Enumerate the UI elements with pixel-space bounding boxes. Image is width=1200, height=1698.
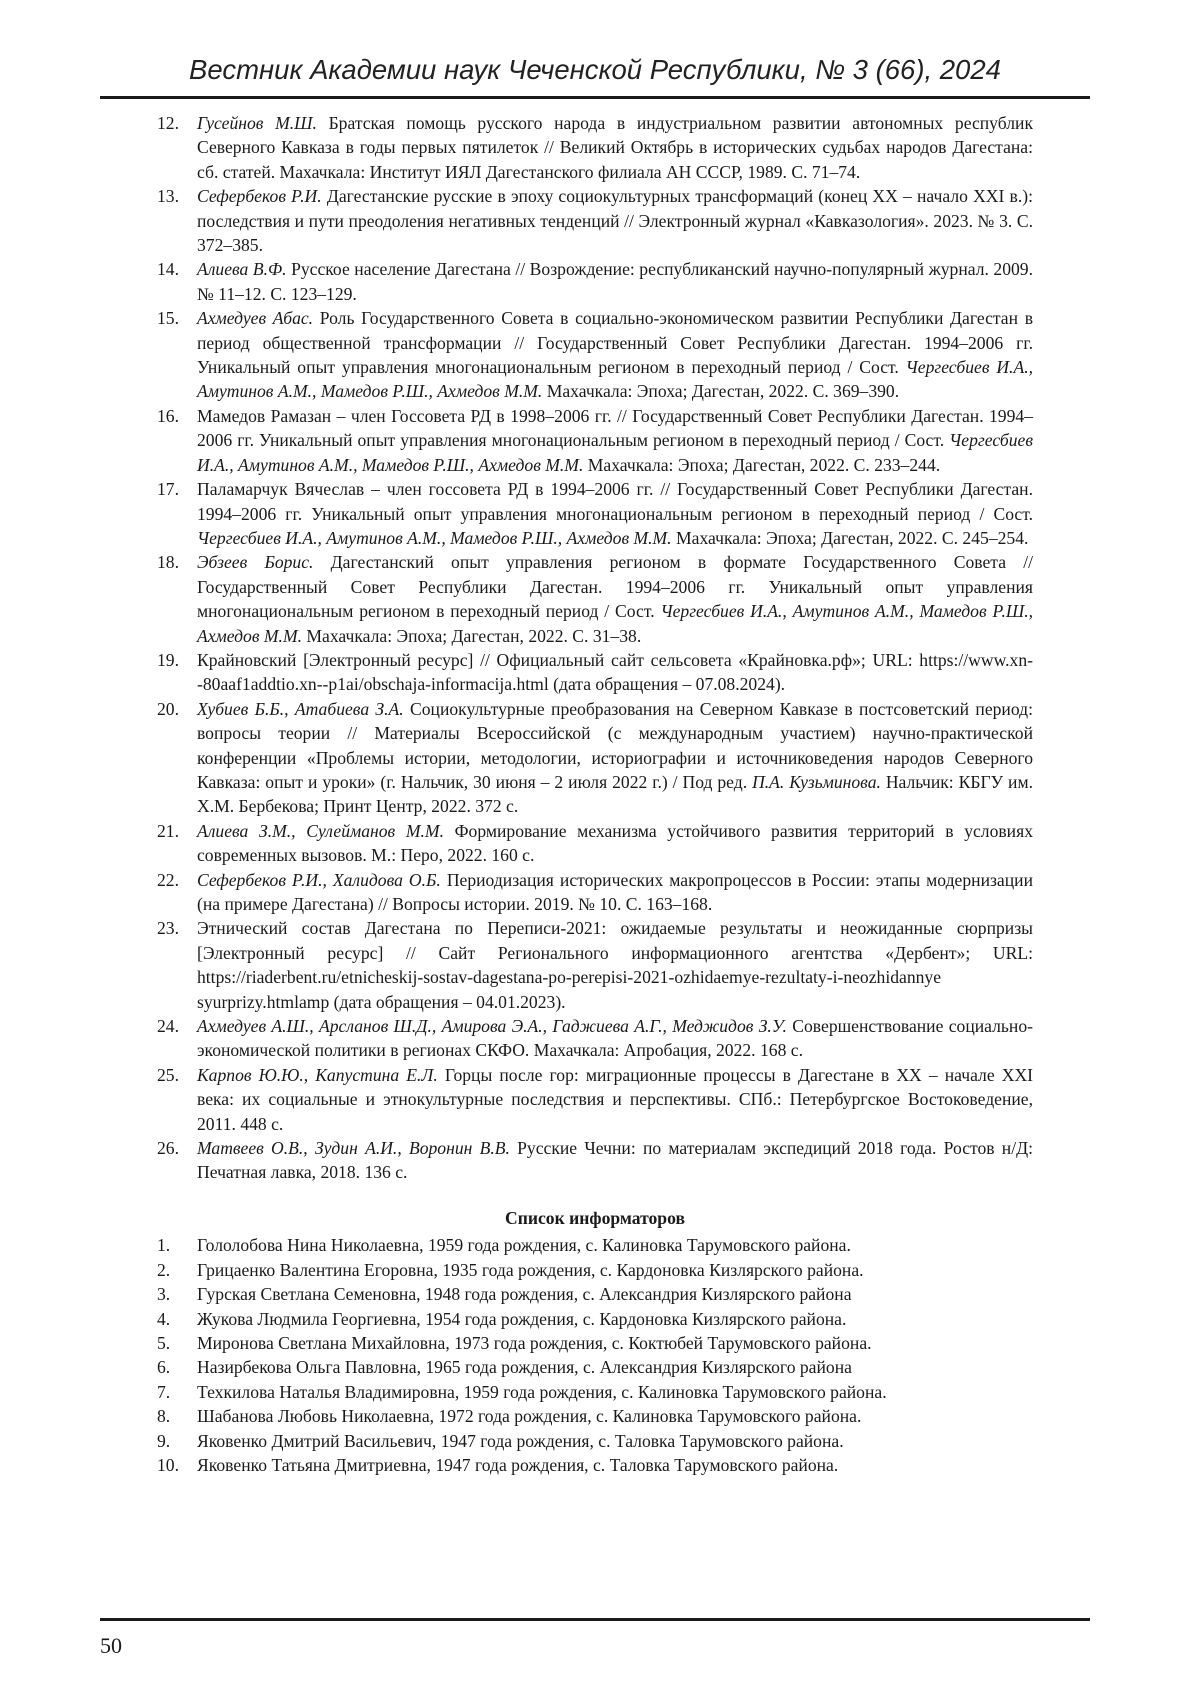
informant-text: Гололобова Нина Николаевна, 1959 года рождения, с. Калиновка Тарумовского района. (197, 1235, 851, 1256)
reference-segment: Дагестанский опыт управления регионом в формате Государственного Совета // Государственный Совет Республики Дагестан. 1994–2006 гг. Уникальный опыт управления многонациональным регионом в переходный период / Сост. (197, 552, 1033, 622)
informant-item (157, 1404, 1033, 1428)
informant-text: Гурская Светлана Семеновна, 1948 года рождения, с. Александрия Кизлярского района (197, 1284, 852, 1305)
reference-text (197, 184, 1033, 257)
reference-number: 19. (157, 649, 179, 670)
reference-item (157, 404, 1033, 477)
reference-segment: , (303, 1138, 315, 1159)
reference-number: 13. (157, 186, 179, 207)
reference-text (197, 819, 1033, 868)
reference-text (197, 916, 1033, 1014)
reference-number: 17. (157, 479, 179, 500)
informant-number: 1. (157, 1235, 171, 1256)
reference-segment: Паламарчук Вячеслав – член госсовета РД в 1994–2006 гг. // Государственный Совет Республики Дагестан. 1994–2006 гг. Уникальный опыт управления многонациональным регионом в переходный период / Сост. (197, 479, 1033, 524)
reference-author: Карпов Ю.Ю. (197, 1064, 304, 1085)
reference-number: 24. (157, 1016, 179, 1037)
reference-item (157, 1063, 1033, 1136)
informant-item (157, 1307, 1033, 1331)
reference-author: Ахмедуев Абас. (197, 308, 314, 329)
informant-item (157, 1258, 1033, 1282)
reference-text (197, 648, 1033, 697)
reference-number: 26. (157, 1138, 179, 1159)
reference-text (197, 306, 1033, 404)
header-rule (100, 96, 1090, 99)
reference-text (197, 404, 1033, 477)
informant-item (157, 1429, 1033, 1453)
informant-text: Назирбекова Ольга Павловна, 1965 года рождения, с. Александрия Кизлярского района (197, 1357, 852, 1378)
reference-author: Алиева В.Ф. (197, 259, 287, 280)
reference-number: 22. (157, 869, 179, 890)
informant-text: Миронова Светлана Михайловна, 1973 года рождения, с. Коктюбей Тарумовского района. (197, 1332, 872, 1353)
reference-item (157, 550, 1033, 648)
informant-item (157, 1331, 1033, 1355)
reference-number: 18. (157, 552, 179, 573)
reference-segment: Русское население Дагестана // Возрождение: республиканский научно-популярный журнал. 2009. № 11–12. С. 123–129. (197, 259, 1033, 304)
reference-segment: Махачкала: Эпоха; Дагестан, 2022. С. 233–244. (583, 454, 941, 475)
reference-item (157, 1014, 1033, 1063)
footer-rule (100, 1618, 1090, 1621)
reference-item (157, 819, 1033, 868)
informant-item (157, 1233, 1033, 1257)
reference-author: Воронин В.В. (408, 1138, 510, 1159)
informant-number: 9. (157, 1430, 171, 1451)
reference-number: 12. (157, 113, 179, 133)
reference-text (197, 257, 1033, 306)
reference-segment: , (303, 1064, 316, 1085)
informant-number: 5. (157, 1332, 171, 1353)
reference-segment: Дагестанские русские в эпоху социокультурных трансформаций (конец XX – начало XXI в.): последствия и пути преодоления негативных тенденций // Электронный журнал «Кавказология». 2023. № 3. С. 372–385. (197, 186, 1033, 256)
informant-number: 10. (157, 1454, 179, 1475)
reference-number: 15. (157, 308, 179, 329)
reference-segment: Формирование механизма устойчивого развития территорий в условиях современных вызовов. М.: Перо, 2022. 160 с. (197, 820, 1033, 866)
informant-text: Жукова Людмила Георгиевна, 1954 года рождения, с. Кардоновка Кизлярского района. (197, 1308, 847, 1329)
informant-text: Яковенко Дмитрий Васильевич, 1947 года рождения, с. Таловка Тарумовского района. (197, 1430, 844, 1451)
reference-segment: Махачкала: Эпоха; Дагестан, 2022. С. 31–38. (302, 625, 642, 646)
reference-segment: Горцы после гор: миграционные процессы в Дагестане в XX – начале XXI века: их социальные и этнокультурные последствия и перспективы. СПб.: Петербургское Востоковедение, 2011. 448 с. (197, 1064, 1034, 1134)
reference-text (197, 477, 1033, 550)
informant-text: Техкилова Наталья Владимировна, 1959 года рождения, с. Калиновка Тарумовского района. (197, 1381, 887, 1402)
reference-item (157, 697, 1033, 819)
reference-text (197, 1014, 1033, 1063)
reference-segment: Роль Государственного Совета в социально-экономическом развитии Республики Дагестан в период общественной трансформации // Государственный Совет Республики Дагестан. 1994–2006 гг. Уникальный опыт управления многонациональным регионом в переходный период / Сост. (197, 308, 1034, 378)
reference-text (197, 550, 1033, 648)
reference-segment: Совершенствование социально-экономической политики в регионах СКФО. Махачкала: Апробация, 2022. 168 с. (197, 1016, 1033, 1061)
reference-segment: Крайновский [Электронный ресурс] // Официальный сайт сельсовета «Крайновка.рф»; URL: https://www.xn--80aaf1addtio.xn--p1ai/obschaja-informacija.html (дата обращения – 07.08.2024). (197, 649, 1033, 695)
reference-author: Капустина Е.Л. (315, 1064, 438, 1085)
informants-title: Список информаторов (505, 1207, 685, 1228)
reference-author: Чергесбиев И.А., Амутинов А.М., Мамедов Р.Ш., Ахмедов М.М. (197, 357, 1033, 402)
reference-number: 16. (157, 405, 179, 426)
reference-item (157, 184, 1033, 257)
informant-item (157, 1282, 1033, 1306)
informant-text: Шабанова Любовь Николаевна, 1972 года рождения, с. Калиновка Тарумовского района. (197, 1406, 862, 1427)
reference-segment: Периодизация исторических макропроцессов в России: этапы модернизации (на примере Дагестана) // Вопросы истории. 2019. № 10. С. 163–168. (197, 869, 1033, 914)
reference-segment: Русские Чечни: по материалам экспедиций 2018 года. Ростов н/Д: Печатная лавка, 2018. 136 с. (197, 1138, 1033, 1183)
reference-list (157, 111, 1033, 1185)
reference-item (157, 477, 1033, 550)
reference-author: Ахмедуев А.Ш., Арсланов Ш.Д., Амирова Э.А., Гаджиева А.Г., Меджидов З.У. (197, 1016, 787, 1037)
informant-number: 4. (157, 1308, 171, 1329)
reference-author: Алиева З.М., Сулейманов М.М. (197, 820, 444, 841)
informants-list (157, 1233, 1033, 1477)
reference-author: Чергесбиев И.А., Амутинов А.М., Мамедов Р.Ш., Ахмедов М.М. (197, 601, 1033, 646)
reference-number: 20. (157, 698, 179, 719)
reference-author: Сефербеков Р.И. (197, 186, 322, 207)
informant-text: Яковенко Татьяна Дмитриевна, 1947 года рождения, с. Таловка Тарумовского района. (197, 1454, 839, 1475)
reference-segment: Махачкала: Эпоха; Дагестан, 2022. С. 245–254. (671, 527, 1029, 548)
reference-item (157, 257, 1033, 306)
reference-segment: Махачкала: Эпоха; Дагестан, 2022. С. 369–390. (542, 381, 900, 402)
reference-text (197, 697, 1033, 819)
reference-item (157, 111, 1033, 184)
page-number: 50 (100, 1633, 122, 1658)
reference-item (157, 648, 1033, 697)
reference-segment: Социокультурные преобразования на Северном Кавказе в постсоветский период: вопросы теории // Материалы Всероссийской (с международным участием) научно-практической конференции «Проблемы истории, методологии, историографии и источниковедения народов Северного Кавказа: опыт и уроки» (г. Нальчик, 30 июня – 2 июля 2022 г.) / Под ред. (197, 698, 1033, 792)
reference-number: 23. (157, 918, 179, 939)
reference-segment: , (397, 1138, 409, 1159)
reference-segment: Этнический состав Дагестана по Переписи-2021: ожидаемые результаты и неожиданные сюрпризы [Электронный ресурс] // Сайт Регионального информационного агентства «Дербент»; URL: https://riaderbent.ru/etnicheskij-sostav-dagestana-po-perepisi-2021-ozhidaemye-rezultaty-i-neozhidannye syurprizy.htmlamp (дата обращения – 04.01.2023). (197, 918, 1033, 1012)
reference-text (197, 868, 1033, 917)
reference-author: Матвеев О.В. (197, 1138, 304, 1159)
informant-number: 8. (157, 1406, 171, 1427)
reference-segment: Мамедов Рамазан – член Госсовета РД в 1998–2006 гг. // Государственный Совет Республики Дагестан. 1994–2006 гг. Уникальный опыт управления многонациональным регионом в переходный период / Сост. (197, 405, 1033, 451)
reference-number: 14. (157, 259, 179, 280)
reference-author: Гусейнов М.Ш. (197, 113, 317, 133)
reference-author: Эбзеев Борис. (197, 552, 314, 573)
reference-author: Чергесбиев И.А., Амутинов А.М., Мамедов Р.Ш., Ахмедов М.М. (197, 527, 672, 548)
informant-item (157, 1380, 1033, 1404)
reference-author: П.А. Кузьминова. (752, 771, 881, 792)
informant-item (157, 1453, 1033, 1477)
reference-item (157, 868, 1033, 917)
reference-author: Зудин А.И. (314, 1138, 398, 1159)
informant-number: 7. (157, 1381, 171, 1402)
reference-author: Хубиев Б.Б., Атабиева З.А. (197, 698, 404, 719)
reference-segment: Братская помощь русского народа в индустриальном развитии автономных республик Северного Кавказа в годы первых пятилеток // Великий Октябрь в исторических судьбах народов Дагестана: сб. статей. Махачкала: Институт ИЯЛ Дагестанского филиала АН СССР, 1989. С. 71–74. (197, 113, 1033, 182)
reference-author: Сефербеков Р.И., Халидова О.Б. (197, 869, 441, 890)
page-body (157, 111, 1033, 1477)
reference-number: 25. (157, 1064, 179, 1085)
reference-item (157, 916, 1033, 1014)
reference-item (157, 306, 1033, 404)
reference-number: 21. (157, 820, 179, 841)
reference-segment: Нальчик: КБГУ им. Х.М. Бербекова; Принт Центр, 2022. 372 с. (197, 771, 1033, 817)
reference-text (197, 1136, 1033, 1185)
informant-item (157, 1355, 1033, 1379)
journal-header: Вестник Академии наук Чеченской Республики, № 3 (66), 2024 (189, 54, 1001, 85)
informant-number: 6. (157, 1357, 171, 1378)
reference-text (197, 1063, 1033, 1136)
reference-author: Чергесбиев И.А., Амутинов А.М., Мамедов Р.Ш., Ахмедов М.М. (197, 430, 1033, 475)
reference-item (157, 1136, 1033, 1185)
reference-text (197, 111, 1033, 184)
informant-text: Грицаенко Валентина Егоровна, 1935 года рождения, с. Кардоновка Кизлярского района. (197, 1259, 864, 1280)
informant-number: 3. (157, 1284, 171, 1305)
informant-number: 2. (157, 1259, 171, 1280)
